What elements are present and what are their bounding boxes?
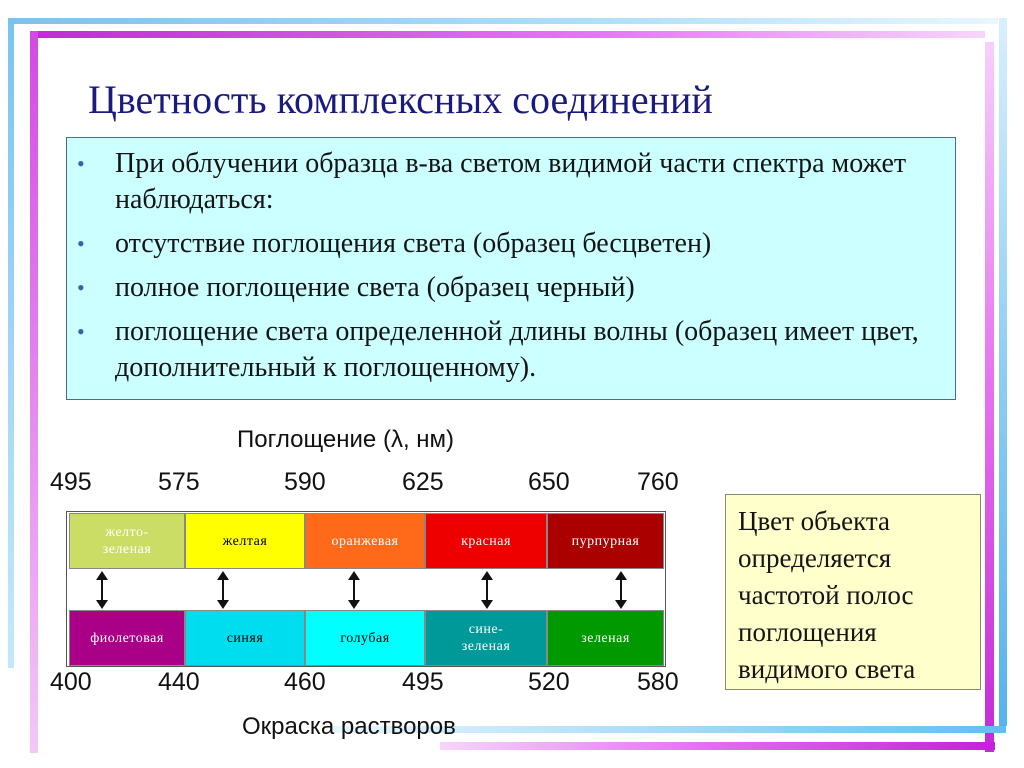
bullet-text: поглощение света определенной длины волны (образец имеет цвет, дополнительный к поглощенному). bbox=[115, 316, 919, 383]
absorbed-color-label: желтая bbox=[222, 533, 268, 549]
bullet-marker: • bbox=[77, 275, 85, 300]
double-arrow-icon bbox=[615, 571, 627, 609]
absorption-wavelength-label: 625 bbox=[402, 468, 444, 496]
note-text: Цвет объекта определяется частотой полос поглощения видимого света bbox=[738, 506, 916, 684]
slide-title: Цветность комплексных соединений bbox=[88, 77, 713, 122]
solution-color-label: синяя bbox=[226, 630, 264, 646]
solution-color-label: сине- зеленая bbox=[461, 622, 511, 654]
solution-wavelength-label: 440 bbox=[158, 668, 200, 696]
frame-top-pink-bar bbox=[30, 31, 985, 38]
solution-color-cell bbox=[305, 610, 425, 666]
absorbed-color-label: красная bbox=[461, 533, 511, 549]
solution-color-label: зеленая bbox=[581, 630, 630, 646]
double-arrow-icon bbox=[217, 571, 229, 609]
bullet-marker: • bbox=[77, 151, 85, 176]
bullet-text: При облучении образца в-ва светом видимой части спектра может наблюдаться: bbox=[115, 148, 907, 215]
absorption-wavelength-label: 495 bbox=[50, 468, 92, 496]
color-correspondence-strip bbox=[66, 511, 666, 667]
frame-left-pink-bar bbox=[30, 31, 38, 753]
double-arrow-icon bbox=[481, 571, 493, 609]
frame-right-cyan-bar bbox=[999, 18, 1007, 726]
absorbed-color-label: пурпурная bbox=[571, 533, 640, 549]
absorption-wavelength-label: 650 bbox=[528, 468, 570, 496]
solution-color-title: Окраска растворов bbox=[242, 713, 456, 740]
bullet-list-box bbox=[66, 137, 956, 400]
solution-color-cell bbox=[185, 610, 305, 666]
absorbed-color-cell bbox=[425, 513, 547, 569]
double-arrow-icon bbox=[348, 571, 360, 609]
absorbed-color-cell bbox=[69, 513, 185, 569]
absorbed-color-label: оранжевая bbox=[331, 533, 399, 549]
solution-wavelength-label: 400 bbox=[50, 668, 92, 696]
bullet-text: полное поглощение света (образец черный) bbox=[115, 272, 635, 303]
frame-top-cyan-bar bbox=[8, 18, 998, 24]
solution-color-cell bbox=[547, 610, 664, 666]
solution-color-cell bbox=[425, 610, 547, 666]
solution-color-cell bbox=[69, 610, 185, 666]
bullet-marker: • bbox=[77, 231, 85, 256]
bullet-marker: • bbox=[77, 319, 85, 344]
absorption-wavelength-label: 575 bbox=[158, 468, 200, 496]
frame-bottom-pink-bar bbox=[440, 742, 995, 750]
double-arrow-icon bbox=[96, 571, 108, 609]
solution-wavelength-label: 520 bbox=[528, 668, 570, 696]
absorption-wavelength-label: 590 bbox=[284, 468, 326, 496]
bullet-text: отсутствие поглощения света (образец бесцветен) bbox=[115, 228, 712, 259]
note-box bbox=[725, 494, 981, 690]
absorption-title: Поглощение (λ, нм) bbox=[237, 426, 455, 453]
absorbed-color-cell bbox=[185, 513, 305, 569]
absorbed-color-cell bbox=[547, 513, 664, 569]
frame-right-pink-bar bbox=[985, 42, 994, 752]
solution-wavelength-label: 580 bbox=[637, 668, 679, 696]
absorbed-color-cell bbox=[305, 513, 425, 569]
frame-left-cyan-bar bbox=[8, 18, 14, 668]
solution-color-label: фиолетовая bbox=[90, 630, 164, 646]
solution-wavelength-label: 495 bbox=[402, 668, 444, 696]
solution-color-label: голубая bbox=[340, 630, 390, 646]
absorption-wavelength-label: 760 bbox=[637, 468, 679, 496]
solution-wavelength-label: 460 bbox=[284, 668, 326, 696]
absorbed-color-label: желто- зеленая bbox=[102, 525, 152, 557]
